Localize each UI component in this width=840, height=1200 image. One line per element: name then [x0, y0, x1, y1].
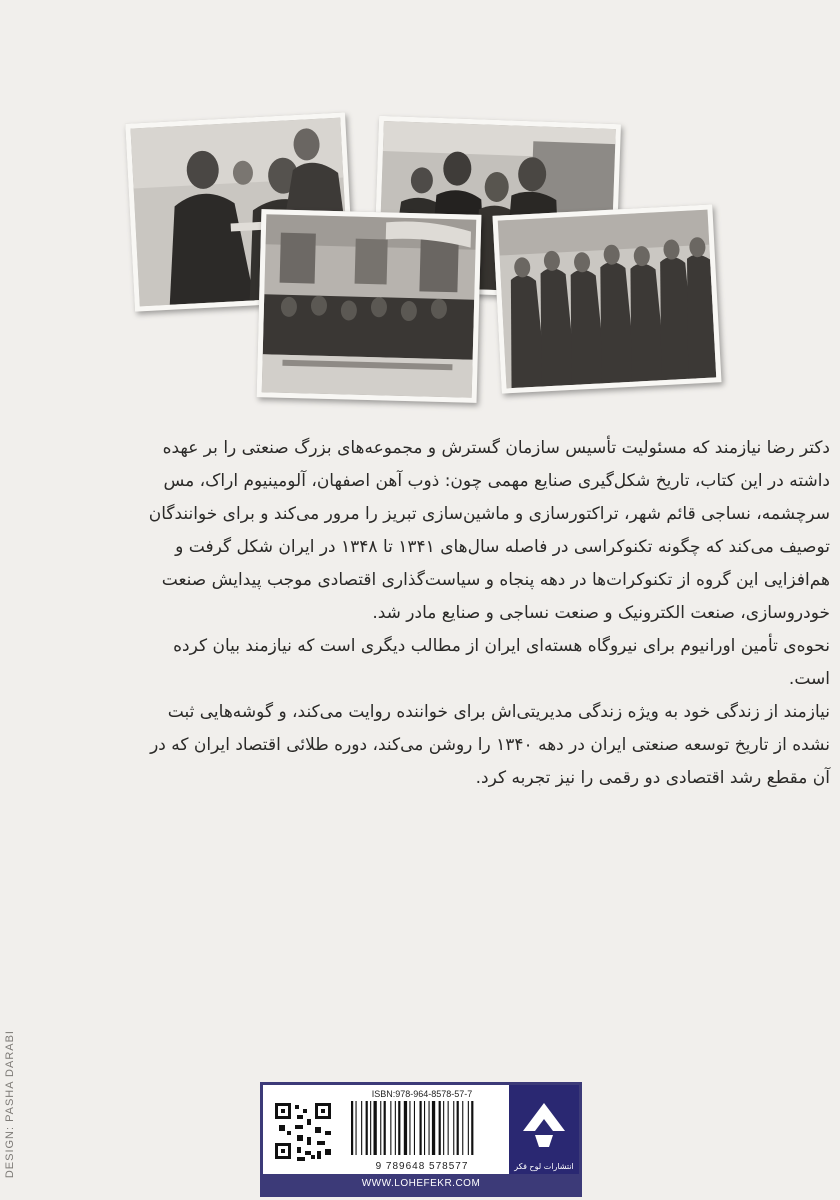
qr-code-icon — [267, 1089, 339, 1175]
back-cover-text — [130, 432, 830, 795]
photo-officials-lineup — [492, 204, 721, 393]
photo-signing-ceremony — [257, 209, 482, 403]
paragraph-3: نیازمند از زندگی خود به ویژه زندگی مدیریتی‌اش برای خواننده روایت می‌کند، و گوشه‌هایی ثبت نشده از تاریخ توسعه صنعتی ایران در دهه ۱۳۴۰ را روشن می‌کند، دوره طلائی اقتصاد ایران که در آن مقطع رشد اقتصادی دو رقمی را نیز تجربه کرد. — [150, 702, 830, 788]
publisher-logo — [509, 1085, 579, 1175]
publisher-website: WWW.LOHEFEKR.COM — [263, 1174, 579, 1194]
isbn-label: ISBN:978-964-8578-57-7 — [371, 1089, 473, 1099]
paragraph-2: نحوه‌ی تأمین اورانیوم برای نیروگاه هسته‌ای ایران از مطالب دیگری است که نیازمند بیان کرده است. — [173, 636, 830, 689]
isbn-barcode — [347, 1087, 497, 1175]
barcode-bars — [347, 1099, 497, 1157]
barcode-panel — [260, 1082, 582, 1197]
paragraph-1: دکتر رضا نیازمند که مسئولیت تأسیس سازمان گسترش و مجموعه‌های بزرگ صنعتی را بر عهده داشته در این کتاب، تاریخ شکل‌گیری صنایع مهمی چون: ذوب آهن اصفهان، آلومینیوم اراک، مس سرچشمه، نساجی قائم شهر، تراکتورسازی و ماشین‌سازی تبریز را مرور می‌کند و برای خوانندگان توصیف می‌کند که چگونه تکنوکراسی در فاصله سال‌های ۱۳۴۱ تا ۱۳۴۸ در ایران شکل گرفت و هم‌افزایی این گروه از تکنوکرات‌ها در دهه پنجاه و سیاست‌گذاری اقتصادی موجب پیدایش صنعت خودروسازی، صنعت الکترونیک و صنعت نساجی و صنایع مادر شد. — [148, 438, 830, 623]
barcode-digits: 9 789648 578577 — [375, 1161, 469, 1172]
designer-credit: DESIGN: PASHA DARABI — [4, 1030, 16, 1179]
publisher-name: انتشارات لوح فکر — [514, 1162, 574, 1171]
